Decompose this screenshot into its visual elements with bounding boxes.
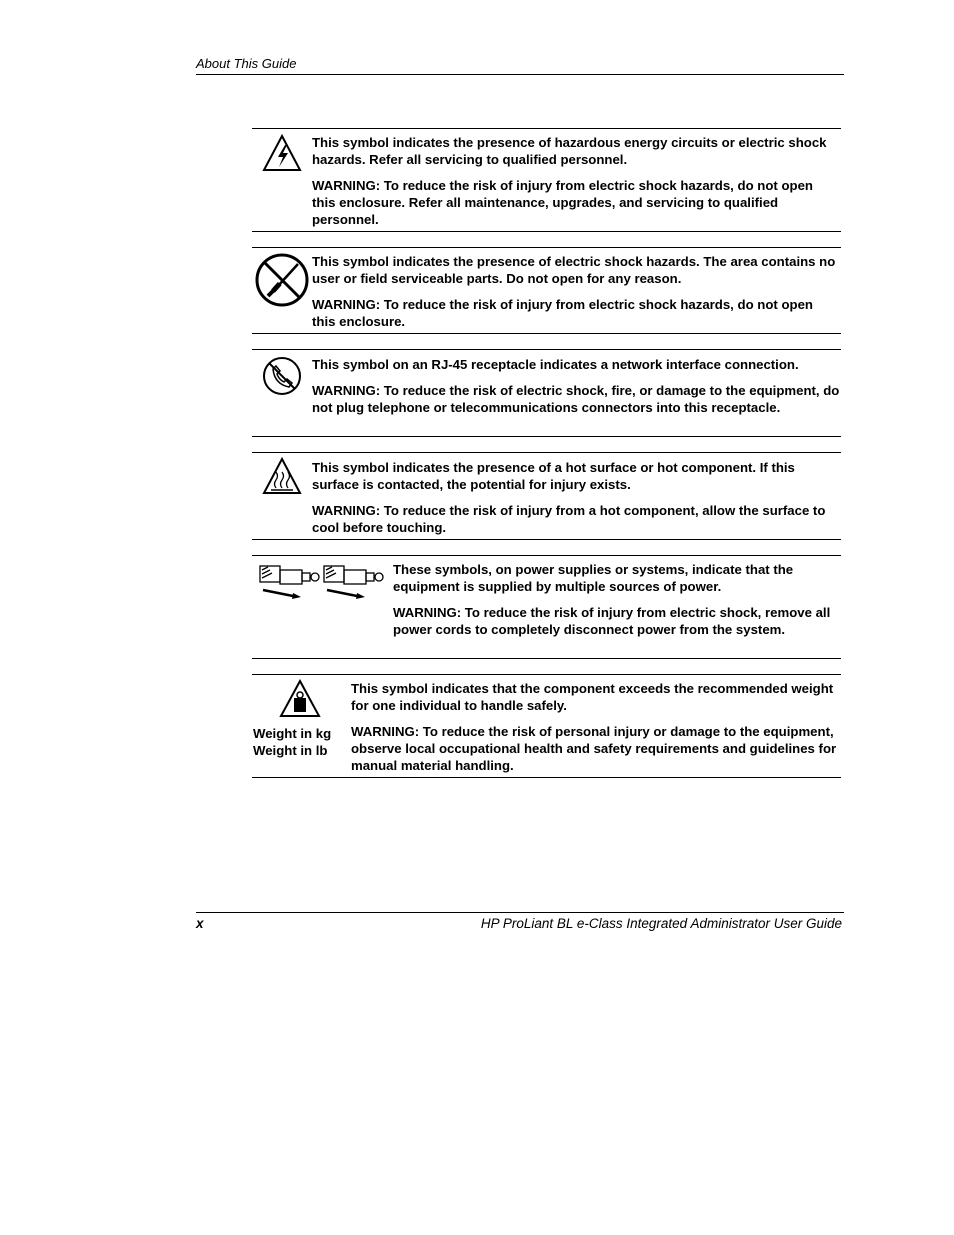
page-number: x: [196, 916, 204, 931]
electric-hazard-triangle-icon: [261, 133, 303, 178]
header-section-title: About This Guide: [196, 56, 297, 71]
symbol-text: [312, 459, 837, 536]
symbol-text: [312, 253, 837, 330]
symbol-description: This symbol indicates that the component exceeds the recommended weight for one individual to handle safely.: [351, 681, 834, 713]
running-header: [196, 56, 844, 75]
symbol-warning: WARNING: To reduce the risk of electric shock, fire, or damage to the equipment, do not plug telephone or telecommunications connectors into this receptacle.: [312, 383, 840, 415]
symbol-warning: WARNING: To reduce the risk of injury from electric shock hazards, do not open this enclosure. Refer all maintenance, upgrades, and servicing to qualified personnel.: [312, 178, 813, 227]
symbol-warning: WARNING: To reduce the risk of injury from electric shock, remove all power cords to completely disconnect power from the system.: [393, 605, 831, 637]
running-footer: [196, 912, 844, 931]
symbol-description: This symbol indicates the presence of a hot surface or hot component. If this surface is contacted, the potential for injury exists.: [312, 460, 795, 492]
hot-surface-triangle-icon: [261, 456, 303, 501]
symbol-block-no-serviceable-parts: [252, 247, 841, 334]
footer-guide-title: HP ProLiant BL e-Class Integrated Administrator User Guide: [480, 916, 842, 931]
weight-kg-label: Weight in kg: [253, 726, 332, 741]
symbol-text: [393, 561, 837, 638]
symbol-block-electric-hazard: [252, 128, 841, 232]
symbol-block-multiple-power: [252, 555, 841, 659]
symbol-block-hot-surface: [252, 452, 841, 540]
symbol-description: These symbols, on power supplies or systems, indicate that the equipment is supplied by multiple sources of power.: [393, 562, 794, 594]
symbol-text: [312, 356, 840, 416]
symbol-description: This symbol on an RJ-45 receptacle indicates a network interface connection.: [312, 357, 799, 372]
symbol-block-heavy-weight: [252, 674, 841, 778]
symbol-warning: WARNING: To reduce the risk of personal injury or damage to the equipment, observe local occupational health and safety requirements and guidelines for manual material handling.: [351, 724, 837, 773]
multiple-power-sources-icon: [257, 560, 387, 605]
symbol-block-rj45: [252, 349, 841, 437]
symbol-description: This symbol indicates the presence of electric shock hazards. The area contains no user or field serviceable parts. Do not open for any reason.: [312, 254, 836, 286]
no-telephone-icon: [261, 355, 303, 402]
symbol-text: [351, 680, 837, 774]
weight-lb-label: Weight in lb: [253, 743, 328, 758]
symbol-description: This symbol indicates the presence of hazardous energy circuits or electric shock hazards. Refer all servicing to qualified personnel.: [312, 135, 827, 167]
weight-labels: [253, 725, 331, 759]
heavy-weight-triangle-icon: [278, 679, 322, 724]
symbol-text: [312, 134, 837, 228]
symbol-warning: WARNING: To reduce the risk of injury from electric shock hazards, do not open this enclosure.: [312, 297, 813, 329]
warning-symbols-list: [252, 128, 841, 793]
symbol-warning: WARNING: To reduce the risk of injury from a hot component, allow the surface to cool before touching.: [312, 503, 826, 535]
no-screwdriver-icon: [254, 252, 310, 313]
